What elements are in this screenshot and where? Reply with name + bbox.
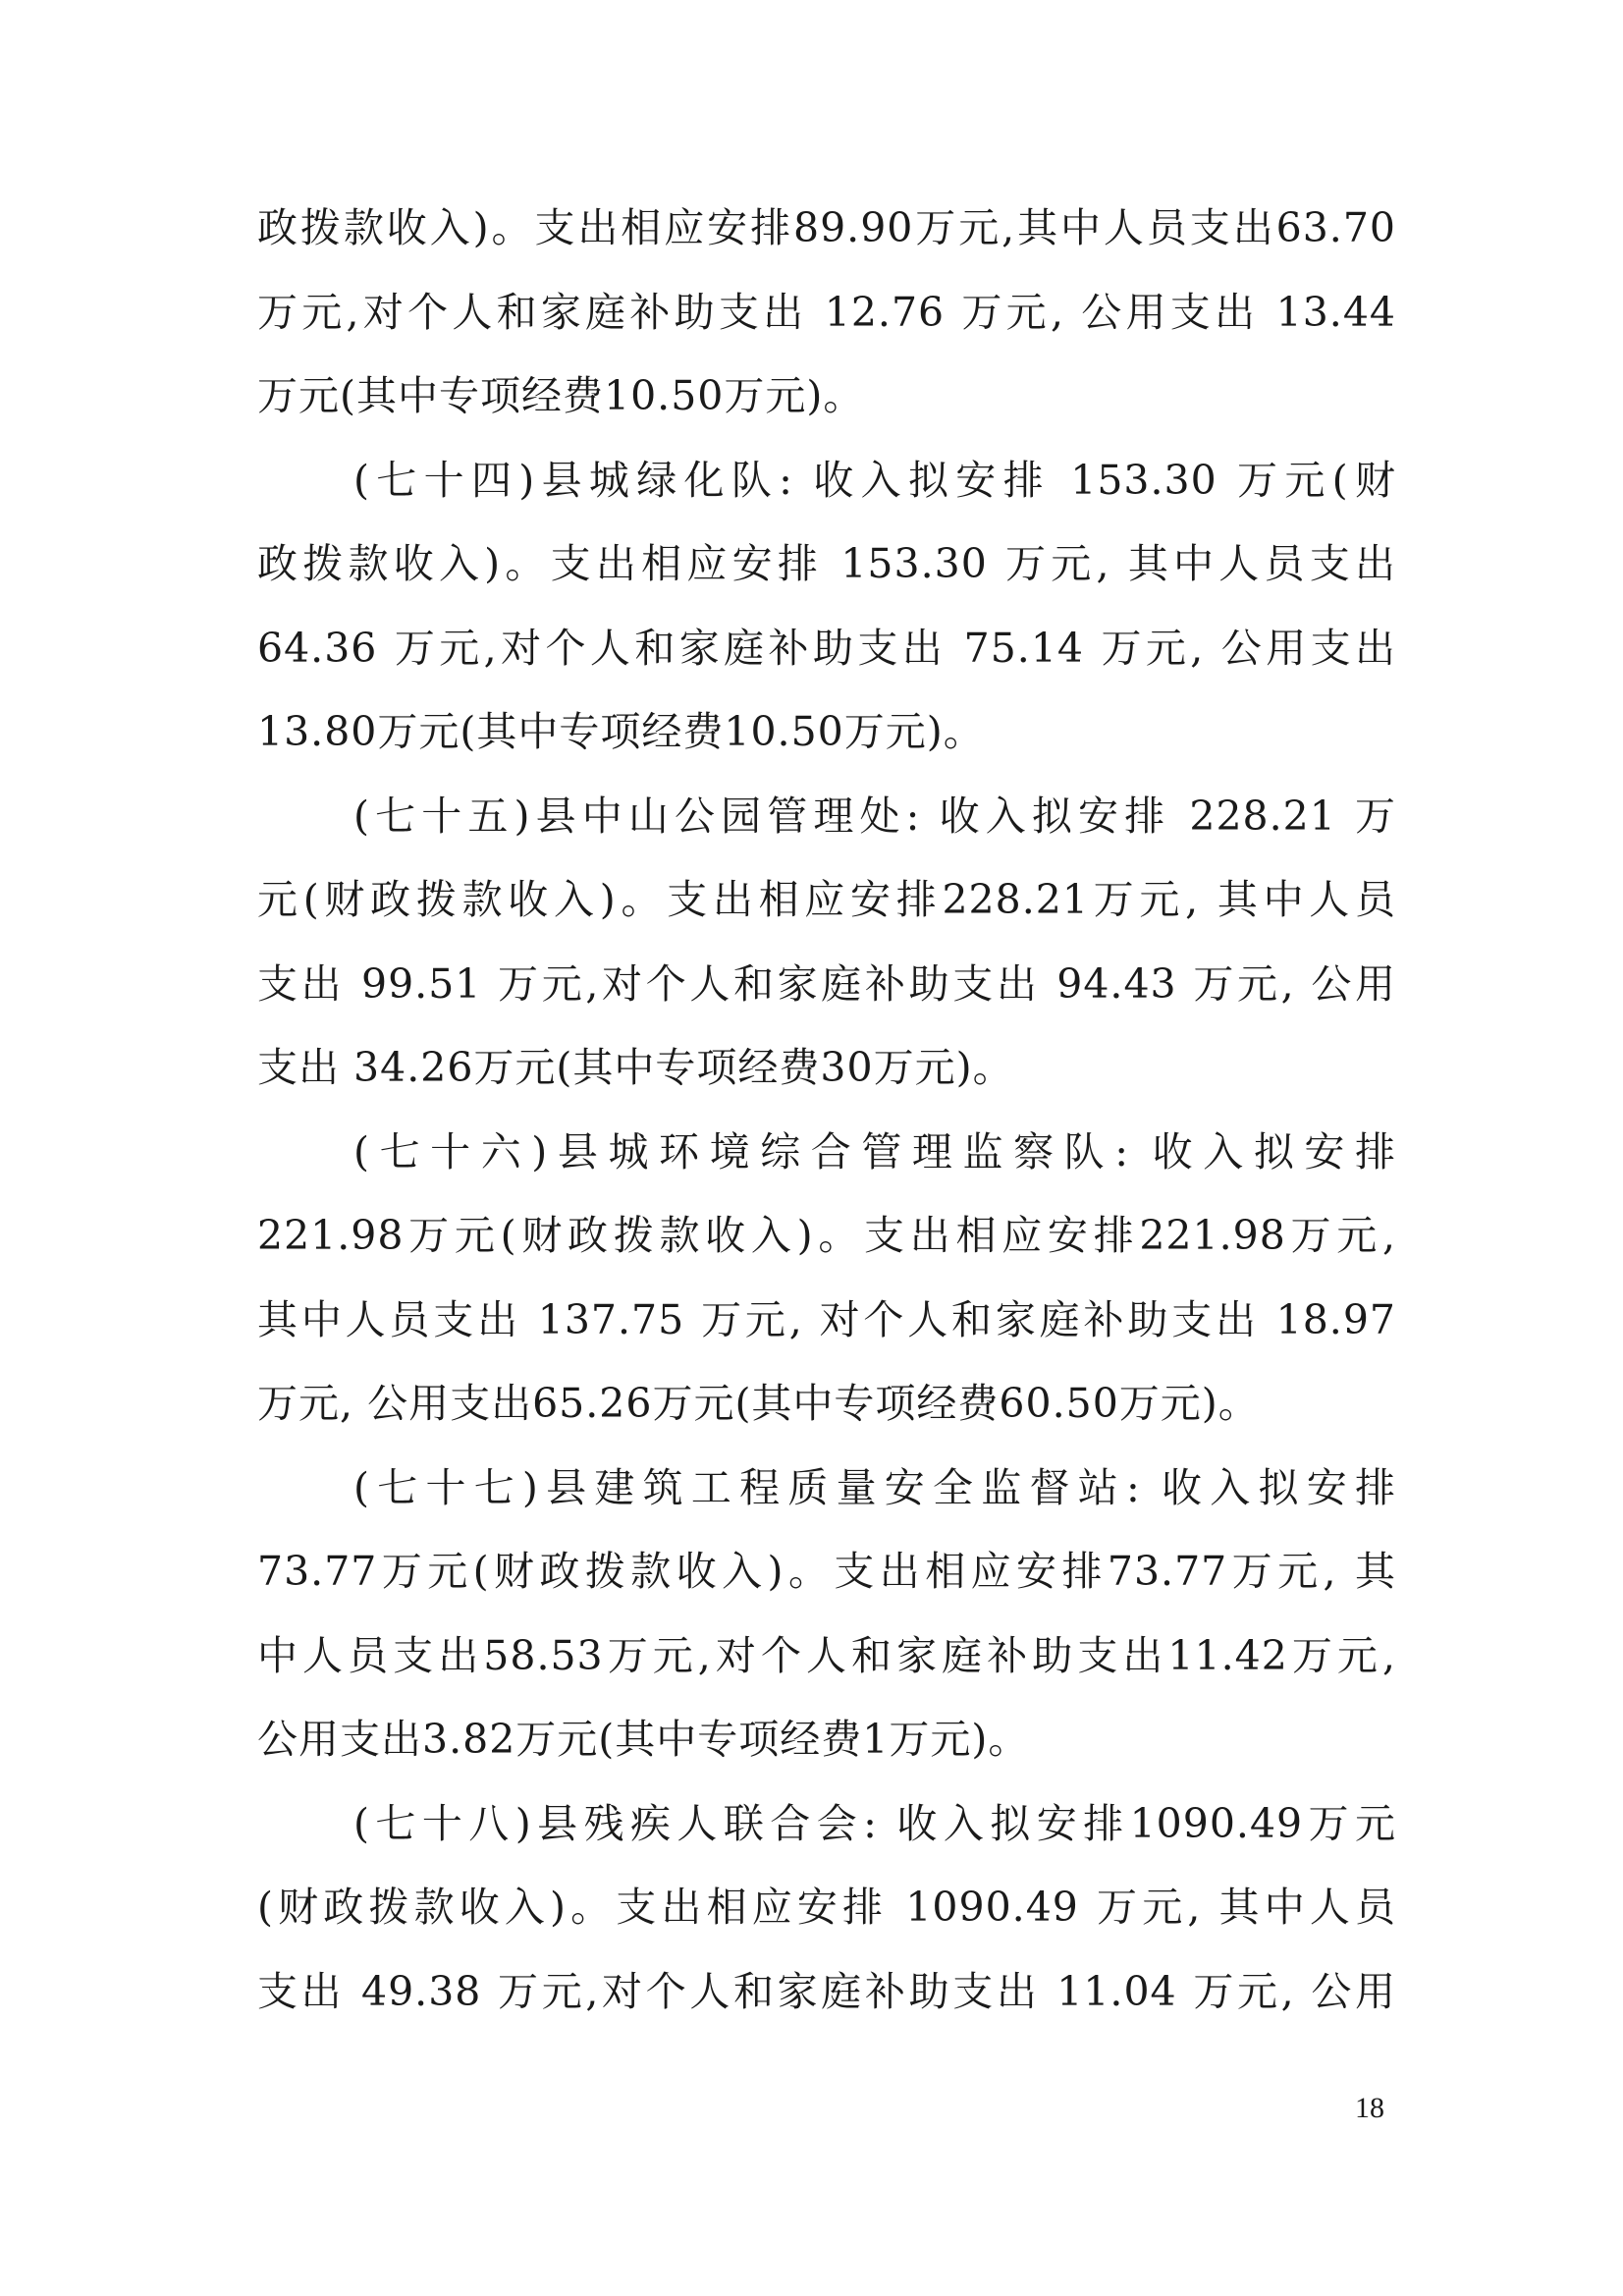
text-line: 支出 34.26万元(其中专项经费30万元)。 <box>257 1044 1014 1091</box>
text-line: (七十五)县中山公园管理处: 收入拟安排 228.21 万 <box>353 792 1396 840</box>
text-line: (七十七)县建筑工程质量安全监督站: 收入拟安排 <box>353 1463 1396 1511</box>
text-line: 公用支出3.82万元(其中专项经费1万元)。 <box>257 1716 1030 1763</box>
body-text <box>257 187 1396 2034</box>
text-line: (财政拨款收入)。支出相应安排 1090.49 万元, 其中人员 <box>257 1884 1396 1931</box>
text-line: 政拨款收入)。支出相应安排89.90万元,其中人员支出63.70 <box>257 204 1396 251</box>
text-line: 政拨款收入)。支出相应安排 153.30 万元, 其中人员支出 <box>257 540 1396 587</box>
text-line: 73.77万元(财政拨款收入)。支出相应安排73.77万元, 其 <box>257 1548 1396 1595</box>
text-line: 其中人员支出 137.75 万元, 对个人和家庭补助支出 18.97 <box>257 1295 1396 1343</box>
text-line: 221.98万元(财政拨款收入)。支出相应安排221.98万元, <box>257 1212 1396 1259</box>
text-line: 万元(其中专项经费10.50万元)。 <box>257 372 865 419</box>
text-line: 13.80万元(其中专项经费10.50万元)。 <box>257 708 985 755</box>
text-line: 万元,对个人和家庭补助支出 12.76 万元, 公用支出 13.44 <box>257 288 1396 336</box>
text-line: 支出 49.38 万元,对个人和家庭补助支出 11.04 万元, 公用 <box>257 1967 1396 2015</box>
text-line: 支出 99.51 万元,对个人和家庭补助支出 94.43 万元, 公用 <box>257 959 1396 1008</box>
text-line: (七十四)县城绿化队: 收入拟安排 153.30 万元(财 <box>353 456 1396 504</box>
text-line: (七十六)县城环境综合管理监察队: 收入拟安排 <box>353 1127 1396 1175</box>
page-number: 18 <box>1355 2092 1384 2124</box>
text-line: 万元, 公用支出65.26万元(其中专项经费60.50万元)。 <box>257 1380 1260 1427</box>
text-line: 中人员支出58.53万元,对个人和家庭补助支出11.42万元, <box>257 1631 1396 1679</box>
text-line: 元(财政拨款收入)。支出相应安排228.21万元, 其中人员 <box>257 876 1396 923</box>
text-line: (七十八)县残疾人联合会: 收入拟安排1090.49万元 <box>353 1799 1396 1847</box>
text-line: 64.36 万元,对个人和家庭补助支出 75.14 万元, 公用支出 <box>257 624 1396 672</box>
